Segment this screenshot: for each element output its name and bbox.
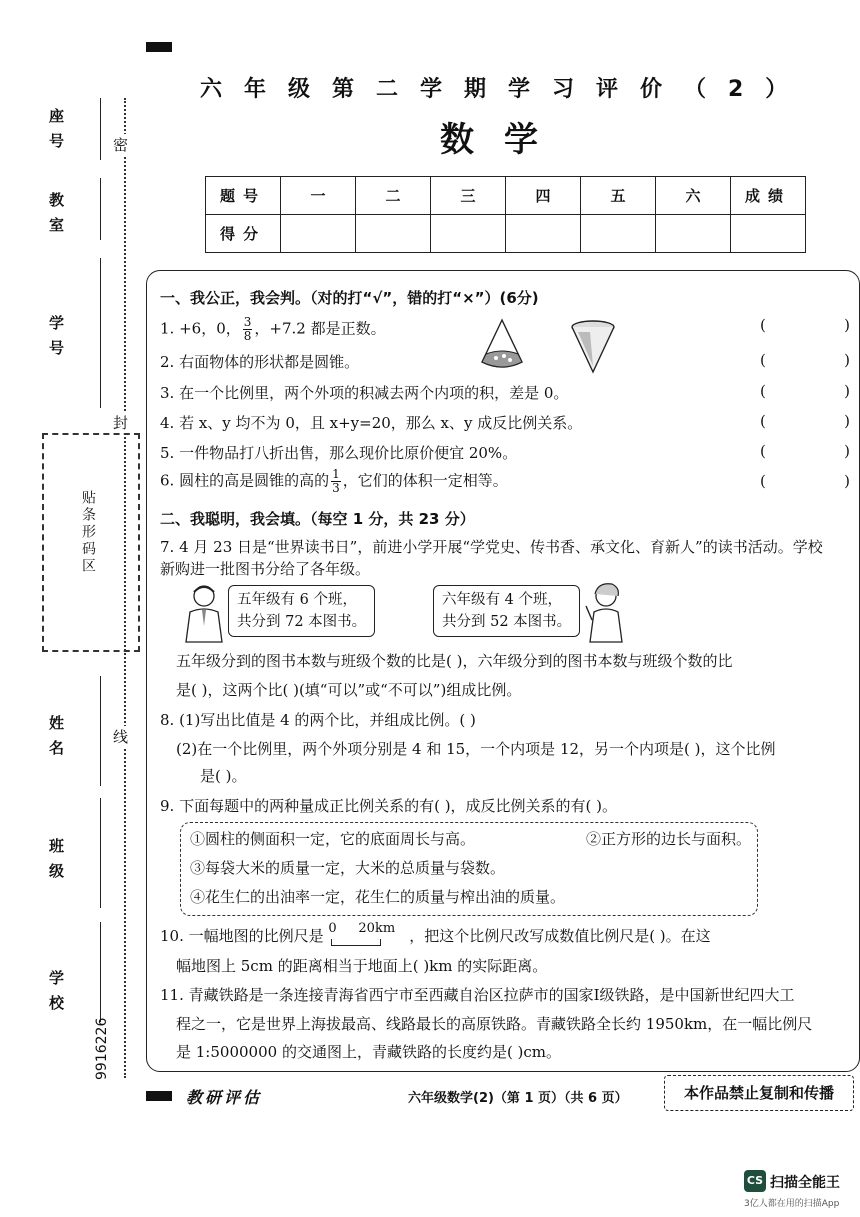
seat-label: 座号 (47, 108, 65, 158)
seal-feng: 封 (113, 414, 129, 432)
bubble1-line1: 五年级有 6 个班， (237, 592, 357, 608)
subject-title: 数学 (440, 120, 568, 160)
bubble2-line2: 共分到 52 本图书。 (442, 614, 572, 630)
q7-line-3: 五年级分到的图书本数与班级个数的比是( )，六年级分到的图书本数与班级个数的比 (176, 652, 733, 670)
room-label: 教室 (47, 192, 65, 242)
score-cell: 一 (281, 177, 356, 215)
question-3: 3. 在一个比例里，两个外项的积减去两个内项的积，差是 0。 (160, 384, 569, 402)
question-6 (160, 468, 508, 495)
question-2: 2. 右面物体的形状都是圆锥。 (160, 353, 360, 371)
q9-option-4: ④花生仁的出油率一定，花生仁的质量与榨出油的质量。 (190, 888, 566, 906)
answer-paren-2[interactable]: ( ) (760, 351, 850, 369)
q9-line: 9. 下面每题中的两种量成正比例关系的有( )，成反比例关系的有( )。 (160, 797, 618, 815)
answer-paren-3[interactable]: ( ) (760, 382, 850, 400)
seat-line (100, 98, 101, 160)
name-label: 姓名 (47, 715, 65, 765)
footer-mark (146, 1091, 172, 1101)
cone-figure-2 (568, 318, 618, 376)
fifth-grade-bubble (228, 585, 375, 637)
scanner-logo-icon: CS (744, 1170, 766, 1192)
q1-denominator: 8 (243, 329, 252, 343)
teacher-man-figure (180, 582, 228, 644)
score-blank[interactable] (356, 215, 431, 253)
section2-heading: 二、我聪明，我会填。（每空 1 分，共 23 分） (160, 510, 475, 528)
q10-text-post: ，把这个比例尺改写成数值比例尺是( )。在这 (409, 927, 711, 945)
copyright-stamp: 本作品禁止复制和传播 (664, 1075, 854, 1111)
seal-mi: 密 (113, 136, 129, 154)
scale-zero: 0 (328, 921, 337, 936)
student-no-line (100, 258, 101, 408)
score-blank[interactable] (731, 215, 806, 253)
q7-line-2: 新购进一批图书分给了各年级。 (160, 560, 371, 578)
name-line (100, 676, 101, 786)
q10-line-1 (160, 921, 711, 949)
question-5: 5. 一件物品打八折出售，那么现价比原价便宜 20%。 (160, 444, 518, 462)
score-blank[interactable] (581, 215, 656, 253)
q6-text-post: ，它们的体积一定相等。 (342, 471, 508, 490)
cone-figure-1 (478, 318, 526, 374)
q11-line-1: 11. 青藏铁路是一条连接青海省西宁市至西藏自治区拉萨市的国家Ⅰ级铁路，是中国新世纪四大工 (160, 986, 795, 1004)
scale-bar (331, 939, 381, 946)
q10-line-2: 幅地图上 5cm 的距离相当于地面上( )km 的实际距离。 (176, 957, 548, 975)
q6-numerator: 1 (332, 467, 340, 481)
score-table-header-row (206, 177, 806, 215)
q9-option-1: ①圆柱的侧面积一定，它的底面周长与高。 (190, 830, 476, 848)
q6-denominator: 3 (332, 481, 340, 495)
q6-text-pre: 6. 圆柱的高是圆锥的高的 (160, 471, 330, 490)
room-line (100, 178, 101, 240)
q6-fraction (331, 468, 341, 495)
section1-heading: 一、我公正，我会判。（对的打“√”，错的打“×”）(6分) (160, 289, 539, 307)
school-label: 学校 (47, 970, 65, 1020)
answer-paren-5[interactable]: ( ) (760, 442, 850, 460)
score-cell: 五 (581, 177, 656, 215)
class-line (100, 798, 101, 908)
q8-line-1: 8. (1)写出比值是 4 的两个比，并组成比例。( ) (160, 711, 476, 729)
code-number: 9916226 (94, 1017, 110, 1080)
score-cell: 六 (656, 177, 731, 215)
score-row-label: 得分 (206, 215, 281, 253)
q1-fraction (243, 316, 253, 343)
question-1 (160, 316, 386, 343)
score-table-score-row (206, 215, 806, 253)
score-cell: 四 (506, 177, 581, 215)
q1-text-pre: 1. +6，0， (160, 319, 241, 338)
class-label: 班级 (47, 838, 65, 888)
q9-option-2: ②正方形的边长与面积。 (586, 830, 752, 848)
answer-paren-4[interactable]: ( ) (760, 412, 850, 430)
answer-paren-1[interactable]: ( ) (760, 316, 850, 334)
bubble1-line2: 共分到 72 本图书。 (237, 614, 367, 630)
score-cell: 成绩 (731, 177, 806, 215)
exam-title: 六年级第二学期学习评价（2） (200, 77, 810, 102)
line-scale (328, 921, 404, 949)
question-4: 4. 若 x、y 均不为 0，且 x+y=20，那么 x、y 成反比例关系。 (160, 414, 583, 432)
q11-line-2: 程之一，它是世界上海拔最高、线路最长的高原铁路。青藏铁路全长约 1950km，在一幅比例尺 (176, 1015, 813, 1033)
bubble2-line1: 六年级有 4 个班， (442, 592, 562, 608)
q9-option-3: ③每袋大米的质量一定，大米的总质量与袋数。 (190, 859, 506, 877)
school-line (100, 922, 101, 1022)
q7-line-4: 是( )，这两个比( )(填“可以”或“不可以”)组成比例。 (176, 681, 522, 699)
footer-page-info: 六年级数学(2)（第 1 页）（共 6 页） (408, 1091, 628, 1106)
student-no-label: 学号 (47, 315, 65, 365)
scanner-app-name: 扫描全能王 (770, 1175, 840, 1191)
score-blank[interactable] (656, 215, 731, 253)
scale-20km: 20km (358, 921, 396, 936)
teacher-woman-figure (582, 580, 628, 644)
q11-line-3: 是 1:5000000 的交通图上，青藏铁路的长度约是( )cm。 (176, 1043, 562, 1061)
score-blank[interactable] (431, 215, 506, 253)
corner-mark (146, 42, 172, 52)
score-blank[interactable] (506, 215, 581, 253)
answer-paren-6[interactable]: ( ) (760, 472, 850, 490)
q7-line-1: 7. 4 月 23 日是“世界读书日”，前进小学开展“学党史、传书香、承文化、育新人”的读书活动。学校 (160, 538, 823, 556)
score-cell: 题号 (206, 177, 281, 215)
score-cell: 二 (356, 177, 431, 215)
score-cell: 三 (431, 177, 506, 215)
q1-text-post: ，+7.2 都是正数。 (254, 319, 386, 338)
score-blank[interactable] (281, 215, 356, 253)
scanner-app-slogan: 3亿人都在用的扫描App (744, 1199, 840, 1209)
footer-left: 教研评估 (186, 1088, 263, 1107)
q8-line-2: (2)在一个比例里，两个外项分别是 4 和 15，一个内项是 12，另一个内项是( )，这个比例 (176, 740, 776, 758)
seal-xian: 线 (113, 728, 129, 746)
sixth-grade-bubble (433, 585, 580, 637)
q1-numerator: 3 (243, 315, 252, 329)
q8-line-3: 是( )。 (200, 767, 247, 785)
q10-text-pre: 10. 一幅地图的比例尺是 (160, 927, 324, 945)
barcode-label: 贴条形码区 (80, 490, 96, 575)
score-table (205, 176, 806, 253)
